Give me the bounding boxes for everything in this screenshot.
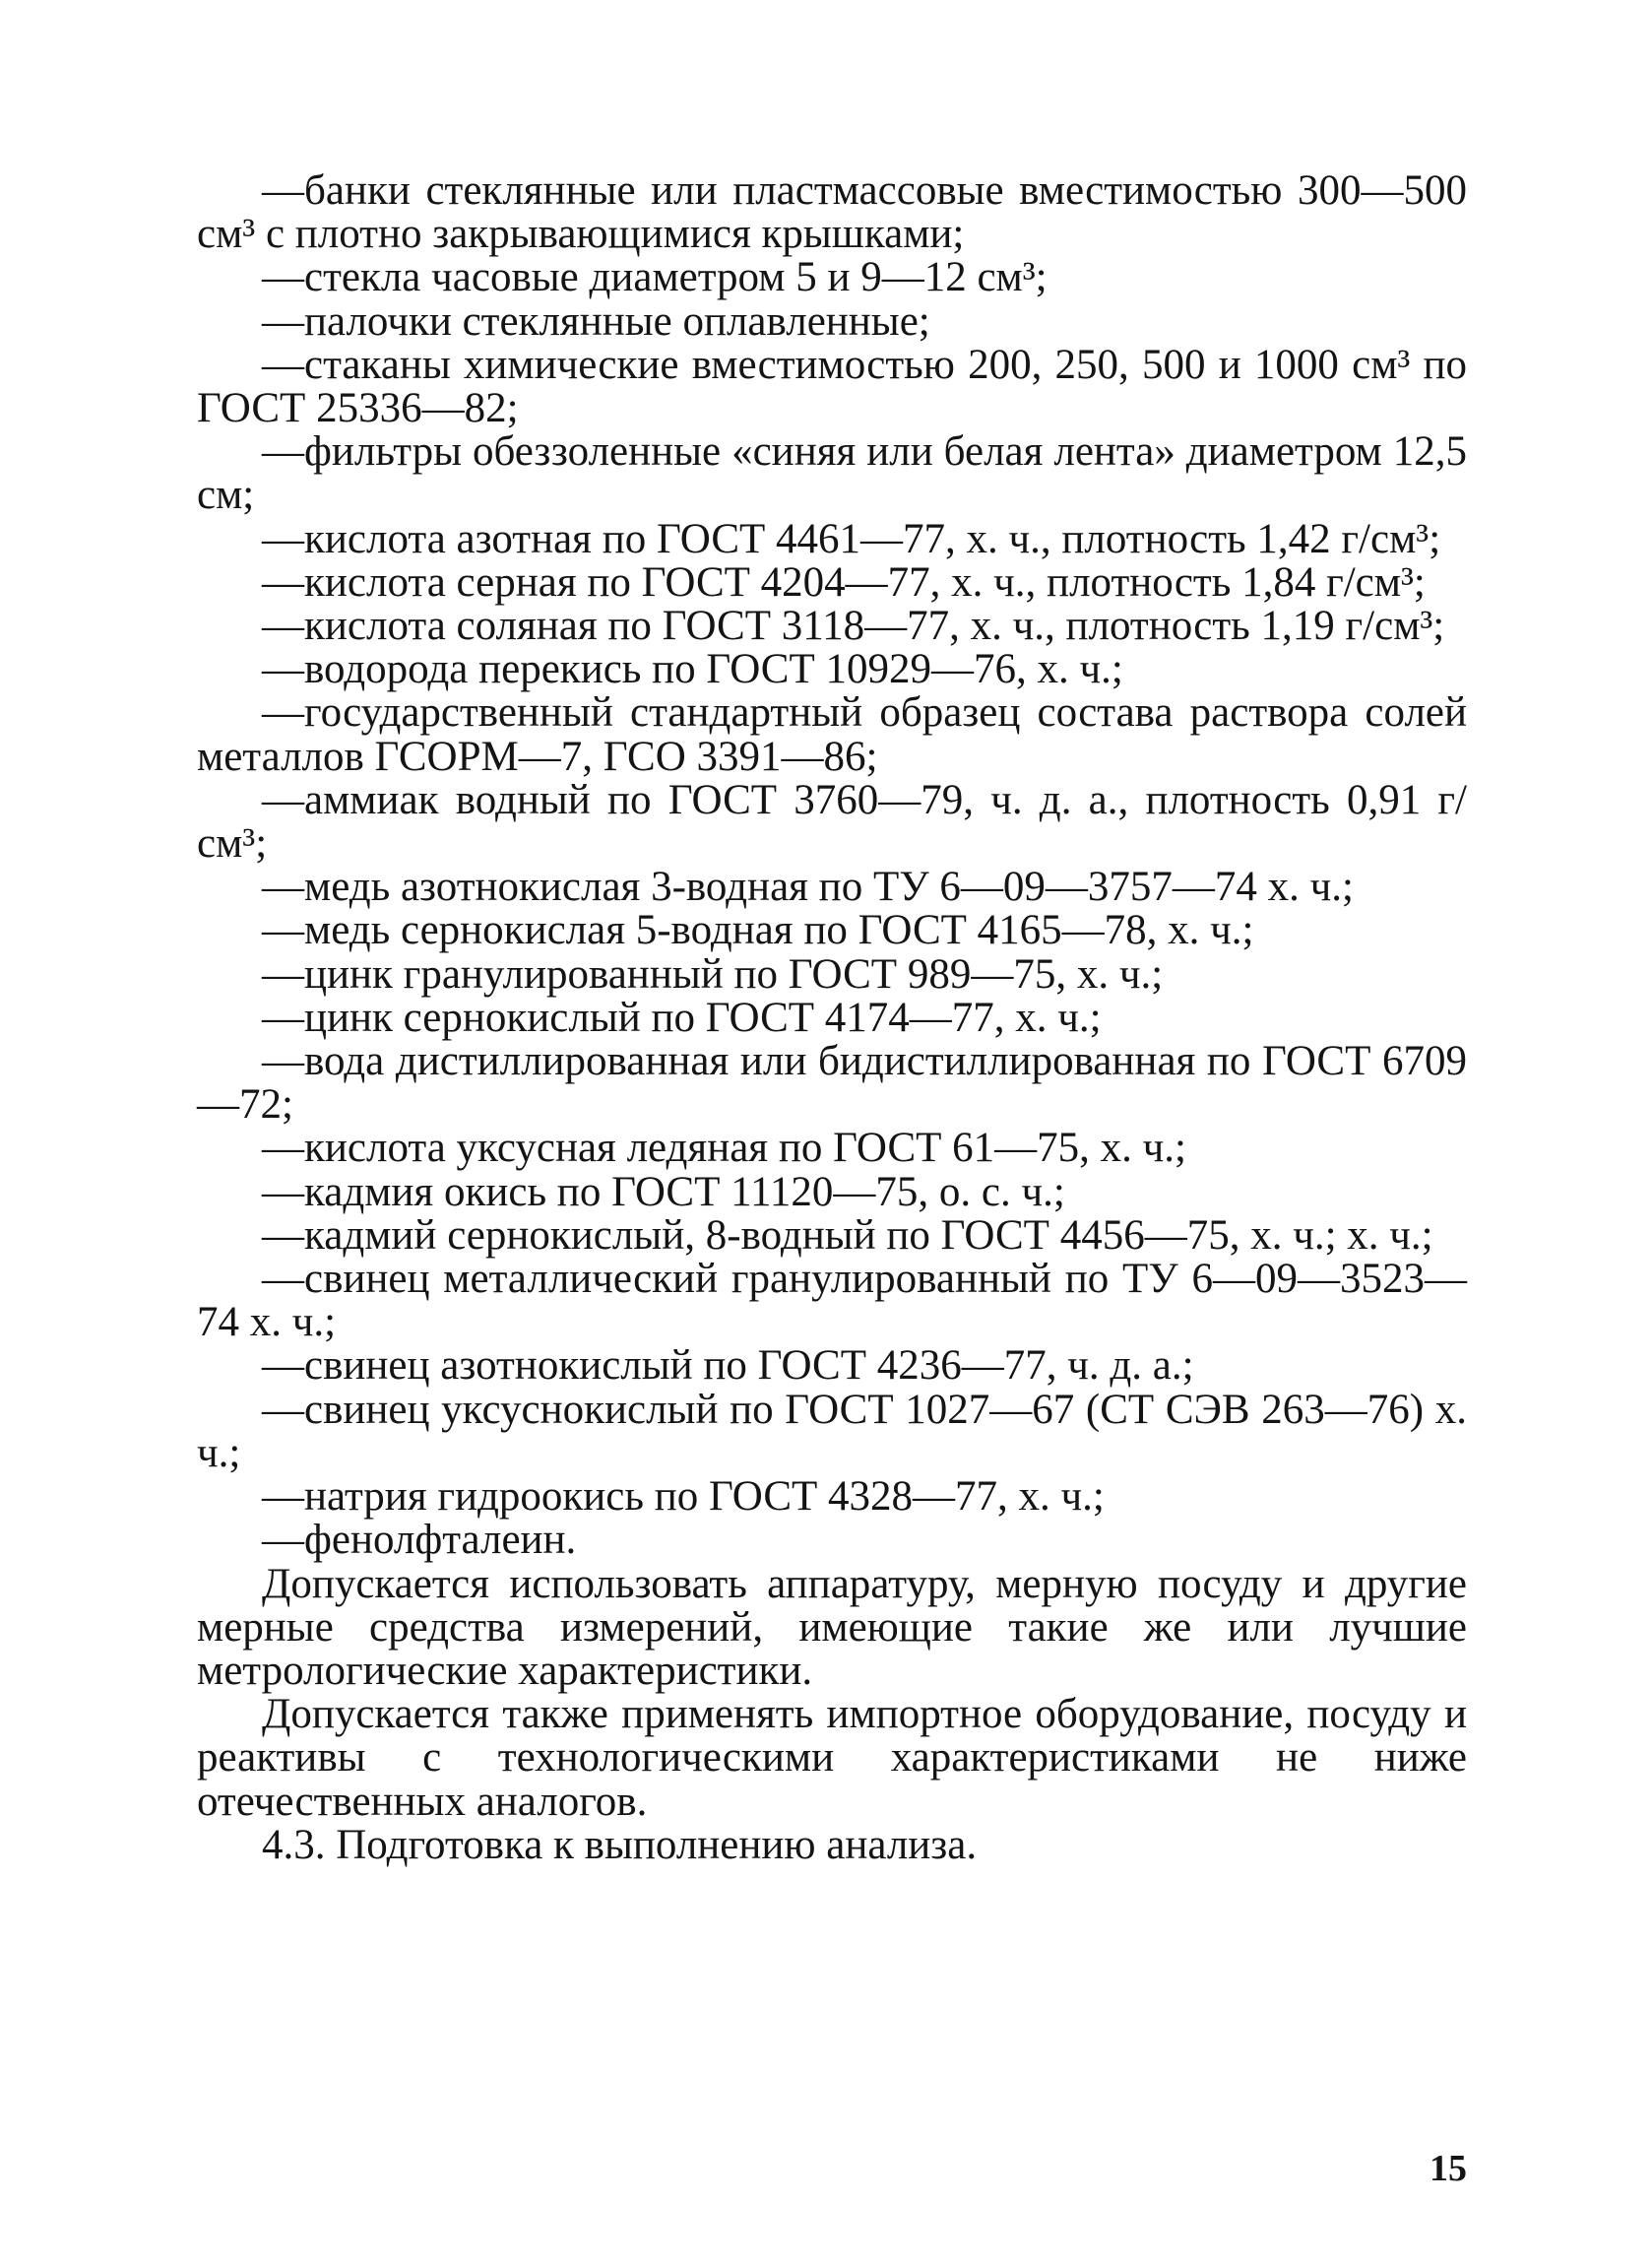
document-body (197, 169, 1467, 1867)
list-item: —кадмий сернокислый, 8-водный по ГОСТ 4456—75, х. ч.; х. ч.; (262, 1211, 1433, 1259)
list-item: —стаканы химические вместимостью 200, 250, 500 и 1000 см³ по ГОСТ 25336—82; (197, 341, 1467, 432)
list-item: —медь сернокислая 5-водная по ГОСТ 4165—78, х. ч.; (262, 907, 1254, 954)
paragraph-equipment-allowed: Допускается использовать аппаратуру, мерную посуду и другие мерные средства измерений, имеющие такие же или лучшие метрологические характеристики. (197, 1560, 1467, 1694)
list-item: —кислота серная по ГОСТ 4204—77, х. ч., плотность 1,84 г/см³; (262, 558, 1426, 606)
list-item: —кислота азотная по ГОСТ 4461—77, х. ч., плотность 1,42 г/см³; (262, 515, 1441, 562)
list-item: —государственный стандартный образец состава раствора солей металлов ГСОРМ—7, ГСО 3391—86; (197, 689, 1467, 780)
list-item: —свинец азотнокислый по ГОСТ 4236—77, ч. д. а.; (262, 1342, 1194, 1390)
list-item: —цинк гранулированный по ГОСТ 989—75, х. ч.; (262, 950, 1164, 998)
list-item: —свинец металлический гранулированный по ТУ 6—09—3523—74 х. ч.; (197, 1256, 1467, 1346)
list-item: —кислота соляная по ГОСТ 3118—77, х. ч., плотность 1,19 г/см³; (262, 603, 1445, 650)
list-item: —водорода перекись по ГОСТ 10929—76, х. ч.; (262, 646, 1123, 693)
list-item: —фильтры обеззоленные «синяя или белая лента» диаметром 12,5 см; (197, 428, 1467, 519)
list-item: —кадмия окись по ГОСТ 11120—75, о. с. ч.; (262, 1168, 1065, 1215)
list-item: —банки стеклянные или пластмассовые вместимостью 300—500 см³ с плотно закрывающимися крышками; (197, 167, 1467, 258)
list-item: —палочки стеклянные оплавленные; (262, 297, 930, 345)
list-item: —свинец уксуснокислый по ГОСТ 1027—67 (СТ СЭВ 263—76) х. ч.; (197, 1386, 1467, 1476)
list-item: —аммиак водный по ГОСТ 3760—79, ч. д. а., плотность 0,91 г/см³; (197, 776, 1467, 868)
section-heading: 4.3. Подготовка к выполнению анализа. (262, 1821, 978, 1868)
list-item: —цинк сернокислый по ГОСТ 4174—77, х. ч.; (262, 994, 1102, 1041)
list-item: —натрия гидроокись по ГОСТ 4328—77, х. ч.; (262, 1473, 1105, 1521)
page-number: 15 (1430, 2148, 1467, 2189)
list-item: —стекла часовые диаметром 5 и 9—12 см³; (262, 254, 1048, 301)
list-item: —фенолфталеин. (262, 1517, 577, 1564)
paragraph-import-allowed: Допускается также применять импортное оборудование, посуду и реактивы с технологическими характеристиками не ниже отечественных аналогов. (197, 1691, 1467, 1825)
list-item: —кислота уксусная ледяная по ГОСТ 61—75, х. ч.; (262, 1125, 1186, 1172)
list-item: —медь азотнокислая 3-водная по ТУ 6—09—3757—74 х. ч.; (262, 864, 1354, 911)
list-item: —вода дистиллированная или бидистиллированная по ГОСТ 6709—72; (197, 1038, 1467, 1129)
